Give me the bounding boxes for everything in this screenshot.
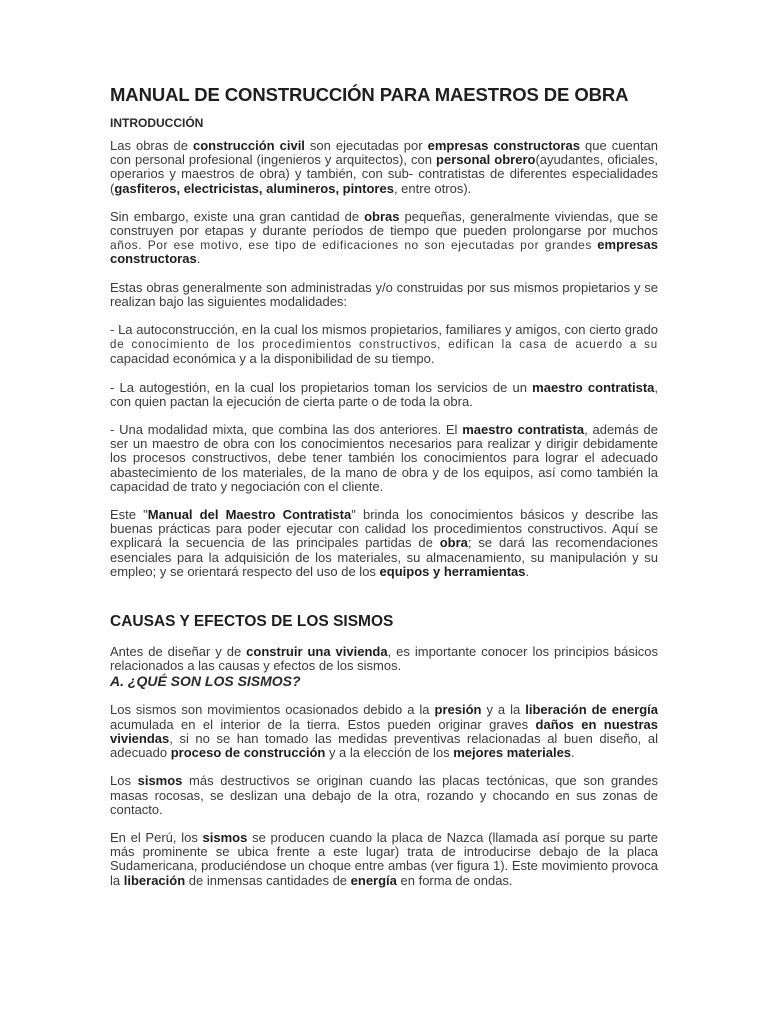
text-run: de inmensas cantidades de xyxy=(185,872,351,888)
paragraph-intro-2 xyxy=(110,210,658,267)
text-run: En el Perú, los xyxy=(110,829,203,845)
text-run: Antes de diseñar y de xyxy=(110,644,247,660)
bold-term: proceso de construcción xyxy=(170,745,326,761)
paragraph-manual xyxy=(110,508,658,579)
text-run: Las obras de xyxy=(110,138,193,153)
text-run: - Una modalidad mixta, que combina las dos anteriores. El xyxy=(110,422,463,438)
text-run: , si no se han tomado las medidas preventivas relacionadas al buen diseño, al adecuado xyxy=(110,730,658,761)
text-run: que cuentan con personal profesional (ingenieros y arquitectos), con xyxy=(110,138,659,168)
text-run: . xyxy=(525,563,530,579)
bold-term: sismos xyxy=(202,829,248,845)
text-run: - La autogestión, en la cual los propietarios toman los servicios de un xyxy=(110,379,533,395)
text-run: , es importante conocer los principios básicos relacionados a las causas y efectos de los sismos. xyxy=(110,644,659,674)
bold-term: mejores materiales xyxy=(453,745,572,761)
text-run: pequeñas, generalmente viviendas, que se construyen por etapas y durante períodos de tiempo que pueden prolongarse por muchos xyxy=(110,208,658,239)
bold-term: obra xyxy=(439,535,468,551)
text-run: más destructivos se originan cuando las placas tectónicas, que son grandes masas rocosas, se deslizan una debajo de la otra, rozando y chocando en sus zonas de contacto. xyxy=(110,773,658,817)
document-page xyxy=(110,84,658,902)
text-run: son ejecutadas por xyxy=(304,138,428,153)
text-run: Los xyxy=(110,773,138,789)
bold-term: personal obrero xyxy=(436,152,536,168)
bold-term: Manual del Maestro Contratista xyxy=(147,507,352,523)
paragraph-sismos-placas xyxy=(110,774,658,817)
bold-term: energía xyxy=(350,872,397,888)
bold-term: construir una vivienda xyxy=(246,644,388,660)
text-run: , además de ser un maestro de obra con los conocimientos necesarios para realizar y dirigir debidamente los procesos constructivos, debe tener también los conocimientos para lograr el adecuado abastecimiento de los materiales, de la mano de obra y de los equipos, así como también la capacidad de trato y negociación con el cliente. xyxy=(110,422,659,494)
text-run: - La autoconstrucción, en la cual los mismos propietarios, familiares y amigos, con cierto grado xyxy=(110,322,658,338)
text-run: Sin embargo, existe una gran cantidad de xyxy=(110,208,365,224)
paragraph-intro-1 xyxy=(110,139,658,196)
text-run: Los sismos son movimientos ocasionados debido a la xyxy=(110,702,435,718)
bold-term: maestro contratista xyxy=(532,379,655,395)
bold-term: presión xyxy=(434,702,482,718)
text-run: Este " xyxy=(110,507,148,523)
text-run: de conocimiento de los procedimientos constructivos, edifican la casa de acuerdo a su xyxy=(110,339,658,352)
bold-term: equipos y herramientas xyxy=(379,563,526,579)
text-run: . xyxy=(571,745,575,761)
document-title: MANUAL DE CONSTRUCCIÓN PARA MAESTROS DE OBRA xyxy=(110,84,629,105)
text-run: acumulada en el interior de la tierra. Estos pueden originar graves xyxy=(110,716,536,732)
text-run: " brinda los conocimientos básicos y describe las buenas prácticas para poder ejecutar con calidad los procedimientos constructivos. Aquí se explicará la secuencia de las principales partidas de xyxy=(110,507,658,551)
text-run: . xyxy=(196,251,201,267)
paragraph-autoconstruccion xyxy=(110,323,658,367)
paragraph-sismos-intro xyxy=(110,645,658,673)
text-run: ; se dará las recomendaciones esenciales para la adquisición de los materiales, su almacenamiento, su manipulación y su empleo; y se orientará respecto del uso de los xyxy=(110,535,658,579)
text-run: se producen cuando la placa de Nazca (llamada así porque su parte más prominente se ubica frente a este lugar) trata de introducirse debajo de la placa Sudamericana, produciéndose un choque entre ambas (ver figura 1). Este movimiento provoca la xyxy=(110,829,658,888)
bold-term: liberación xyxy=(123,872,186,888)
bold-term: sismos xyxy=(137,773,183,789)
text-run: , entre otros). xyxy=(393,180,472,196)
intro-heading: INTRODUCCIÓN xyxy=(110,116,204,130)
paragraph-autogestion xyxy=(110,381,658,409)
bold-term: gasfiteros, electricistas, alumineros, pintores xyxy=(114,180,394,196)
sismos-heading: CAUSAS Y EFECTOS DE LOS SISMOS xyxy=(110,613,394,631)
text-run: (ayudantes, oficiales, operarios y maestros de obra) y también, con sub- contratistas de diferentes especialidades ( xyxy=(110,152,659,196)
paragraph-sismos-peru xyxy=(110,831,658,888)
paragraph-sismos-definicion xyxy=(110,703,658,760)
subheading-que-son-sismos: A. ¿QUÉ SON LOS SISMOS? xyxy=(110,673,301,690)
paragraph-modalidad-mixta xyxy=(110,423,658,494)
bold-term: liberación de energía xyxy=(525,702,659,718)
bold-term: empresas constructoras xyxy=(110,237,658,267)
bold-term: empresas constructoras xyxy=(427,138,581,153)
bold-term: maestro contratista xyxy=(462,422,585,438)
paragraph-intro-3: Estas obras generalmente son administradas y/o construidas por sus mismos propietarios y se realizan bajo las siguientes modalidades: xyxy=(110,279,658,309)
bold-term: construcción civil xyxy=(192,138,305,153)
text-run: y a la xyxy=(481,702,526,718)
bold-term: obras xyxy=(364,208,400,224)
text-run: en forma de ondas. xyxy=(396,872,513,888)
text-run: , con quien pactan la ejecución de cierta parte o de toda la obra. xyxy=(110,379,658,409)
text-run: capacidad económica y a la disponibilidad de su tiempo. xyxy=(110,351,435,367)
text-run: y a la elección de los xyxy=(325,745,454,761)
text-run: años. Por ese motivo, ese tipo de edificaciones no son ejecutadas por grandes xyxy=(110,238,592,253)
bold-term: daños en nuestras viviendas xyxy=(110,716,658,746)
